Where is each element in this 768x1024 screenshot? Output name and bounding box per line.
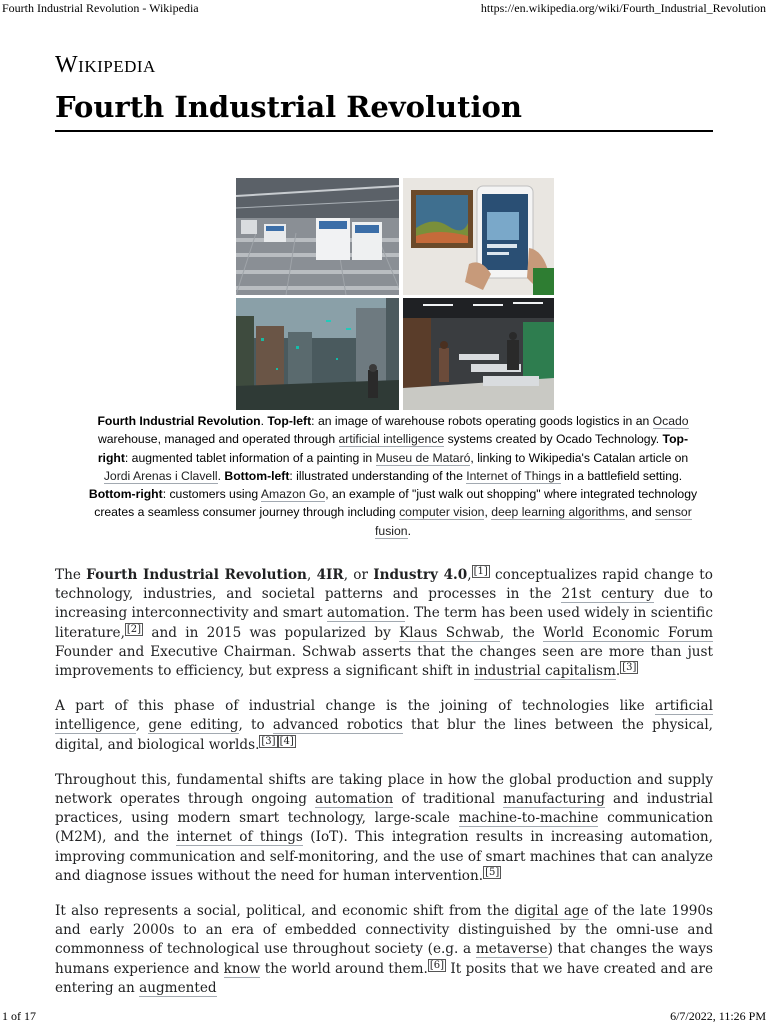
- caption-bold-bottom-left: Bottom-left: [224, 468, 290, 483]
- caption-bold-top-right: Top-right: [97, 432, 689, 465]
- text: due to increasing interconnectivity and smart: [55, 586, 713, 622]
- link-internet-of-things[interactable]: internet of things: [176, 829, 303, 846]
- caption-text: , and: [624, 505, 656, 520]
- text: of traditional: [393, 791, 504, 808]
- print-timestamp: 6/7/2022, 11:26 PM: [670, 1009, 766, 1023]
- link-internet-of-things[interactable]: Internet of Things: [466, 468, 561, 483]
- link-industrial-capitalism[interactable]: industrial capitalism: [474, 663, 616, 680]
- caption-text: , an example of "just walk out shopping" where integrated technology creates a seamless consumer journey through including: [94, 487, 698, 520]
- reference-link[interactable]: [6]: [429, 959, 445, 971]
- print-header: [0, 0, 768, 16]
- text: It also represents a social, political, and economic shift from the: [55, 903, 515, 920]
- caption-text: , linking to Wikipedia's Catalan article on: [470, 450, 689, 465]
- paragraph-1: [55, 566, 713, 681]
- caption-bold-bottom-right: Bottom-right: [88, 487, 163, 502]
- link-computer-vision[interactable]: computer vision: [399, 505, 485, 520]
- page-title: Fourth Industrial Revolution: [55, 90, 713, 132]
- text: A part of this phase of industrial change is the joining of technologies like: [55, 698, 656, 715]
- text: .: [615, 663, 621, 680]
- tablet-painting-image[interactable]: [403, 178, 554, 295]
- link-jordi-arenas-i-clavell[interactable]: Jordi Arenas i Clavell: [103, 468, 218, 483]
- text: , the: [499, 624, 544, 641]
- reference-link[interactable]: [2]: [126, 623, 142, 635]
- text: conceptualizes rapid change to technology, industries, and societal patterns and processes in the: [55, 567, 713, 603]
- caption-text: : an image of warehouse robots operating goods logistics in an: [311, 414, 653, 428]
- link-artificial-intelligence[interactable]: artificial intelligence: [55, 698, 713, 734]
- text: , to: [238, 717, 273, 734]
- link-machine-to-machine[interactable]: machine-to-machine: [458, 810, 599, 827]
- caption-text: .: [217, 468, 225, 483]
- print-header-title: Fourth Industrial Revolution - Wikipedia: [2, 1, 199, 15]
- link-automation[interactable]: automation: [327, 605, 406, 622]
- reference-link[interactable]: [3]: [622, 662, 637, 674]
- link-gene-editing[interactable]: gene editing: [148, 717, 239, 734]
- text: (IoT). This integration results in increasing automation, improving communication and self-monitoring, and the use of smart machines that can analyze and diagnose issues without the need for human intervention.: [55, 829, 714, 884]
- text: The: [55, 567, 87, 583]
- link-deep-learning-algorithms[interactable]: deep learning algorithms: [491, 505, 625, 520]
- paragraph-3: [55, 771, 713, 886]
- bold-term: Industry 4.0: [373, 567, 468, 583]
- link-automation[interactable]: automation: [315, 791, 394, 808]
- link-klaus-schwab[interactable]: Klaus Schwab: [399, 624, 500, 641]
- battlefield-illustration-image[interactable]: [236, 298, 399, 410]
- bold-term: Fourth Industrial Revolution: [86, 567, 307, 583]
- link-know[interactable]: know: [223, 960, 261, 977]
- wikipedia-wordmark: Wikipedia: [55, 52, 156, 78]
- article-body: [55, 566, 713, 1014]
- reference-link[interactable]: [5]: [485, 866, 500, 878]
- link-metaverse[interactable]: metaverse: [475, 941, 548, 958]
- text: the world around them.: [260, 960, 428, 977]
- paragraph-4: [55, 902, 713, 998]
- link-advanced-robotics[interactable]: advanced robotics: [272, 717, 403, 734]
- amazon-go-store-image[interactable]: [403, 298, 554, 410]
- text: ,: [467, 567, 472, 583]
- text: of the late 1990s and early 2000s to an era of embedded connectivity distinguished by the omni-use and commonness of technological use throughout society (e.g. a: [55, 903, 714, 958]
- text: communication (M2M), and the: [55, 810, 713, 846]
- reference-link[interactable]: [4]: [279, 735, 294, 747]
- print-footer: [0, 1008, 768, 1024]
- link-augmented[interactable]: augmented: [139, 979, 217, 996]
- caption-bold-title: Fourth Industrial Revolution: [97, 414, 261, 428]
- caption-text: .: [407, 523, 411, 538]
- caption-text: systems created by Ocado Technology.: [444, 432, 663, 447]
- link-21st-century[interactable]: 21st century: [561, 586, 654, 603]
- text: ,: [306, 567, 317, 583]
- link-ocado[interactable]: Ocado: [652, 414, 689, 428]
- caption-text: : customers using: [162, 487, 261, 502]
- lead-image-collage: [236, 178, 554, 410]
- link-manufacturing[interactable]: manufacturing: [503, 791, 605, 808]
- text: ) that changes the ways humans experience and: [55, 941, 713, 977]
- caption-text: : augmented tablet information of a painting in: [124, 450, 376, 465]
- page-number: 1 of 17: [2, 1009, 36, 1023]
- link-amazon-go[interactable]: Amazon Go: [260, 487, 326, 502]
- text: . The term has been used widely in scientific literature,: [55, 605, 713, 641]
- caption-bold-top-left: Top-left: [267, 414, 312, 428]
- warehouse-robots-image[interactable]: [236, 178, 399, 295]
- caption-text: in a battlefield setting.: [560, 468, 683, 483]
- text: It posits that we have created and are entering an: [55, 960, 714, 996]
- text: Throughout this, fundamental shifts are taking place in how the global production and supply network operates through ongoing: [55, 771, 713, 808]
- text: , or: [343, 567, 374, 583]
- bold-term: 4IR: [316, 567, 344, 583]
- text: and industrial practices, using modern smart technology, large-scale: [55, 791, 713, 827]
- link-sensor-fusion[interactable]: sensor fusion: [375, 505, 692, 538]
- caption-text: : illustrated understanding of the: [289, 468, 467, 483]
- link-museu-de-mataro[interactable]: Museu de Mataró: [375, 450, 471, 465]
- link-world-economic-forum[interactable]: World Economic Forum: [543, 624, 713, 641]
- text: and in 2015 was popularized by: [143, 624, 400, 641]
- paragraph-2: [55, 697, 713, 755]
- caption-text: warehouse, managed and operated through: [97, 432, 339, 447]
- link-artificial-intelligence[interactable]: artificial intelligence: [338, 432, 445, 447]
- text: ,: [135, 717, 149, 734]
- reference-link[interactable]: [3]: [261, 735, 276, 747]
- text: Founder and Executive Chairman. Schwab asserts that the changes seen are more than just improvements to efficiency, but express a significant shift in: [55, 643, 713, 680]
- figure-caption: [83, 412, 703, 540]
- caption-text: ,: [484, 505, 492, 520]
- caption-text: .: [260, 414, 268, 428]
- print-header-url: https://en.wikipedia.org/wiki/Fourth_Industrial_Revolution: [480, 1, 766, 15]
- reference-link[interactable]: [1]: [473, 566, 488, 577]
- link-digital-age[interactable]: digital age: [514, 903, 589, 920]
- text: that blur the lines between the physical, digital, and biological worlds.: [55, 717, 713, 753]
